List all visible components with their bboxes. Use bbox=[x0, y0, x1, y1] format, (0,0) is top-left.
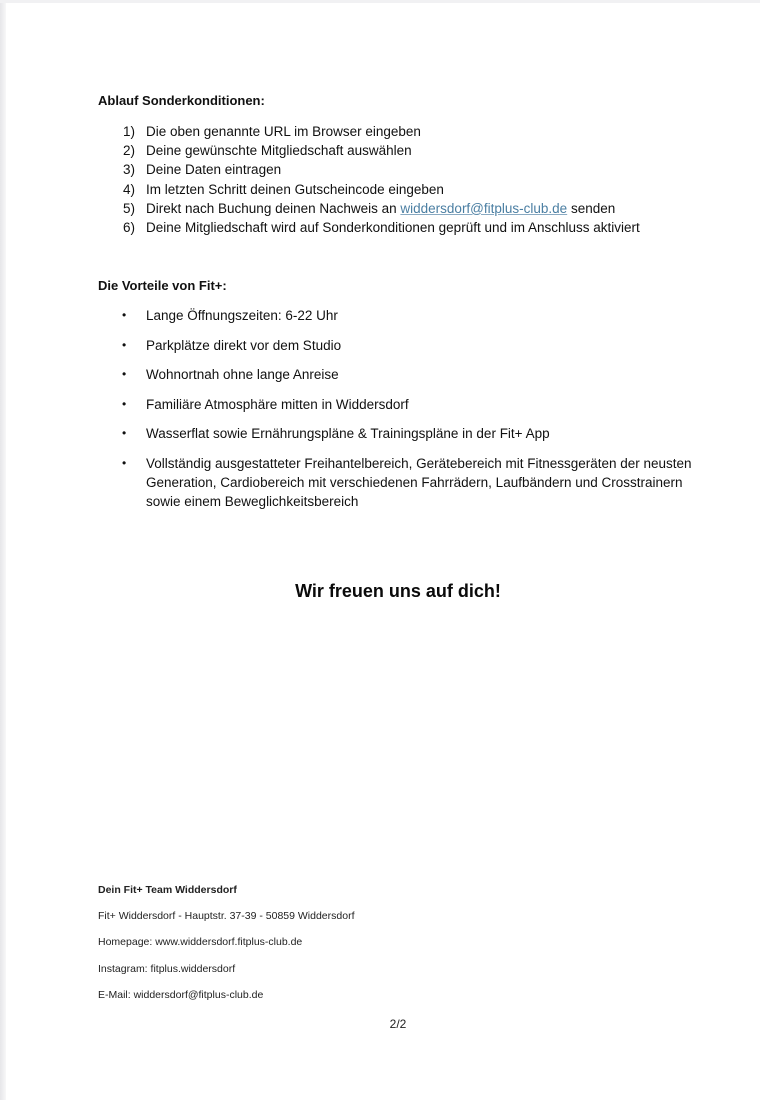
step-text: Die oben genannte URL im Browser eingeben bbox=[146, 124, 421, 139]
bullet-icon: • bbox=[122, 308, 127, 322]
benefits-list bbox=[98, 306, 698, 522]
page-number: 2/2 bbox=[389, 1017, 407, 1031]
step-text: Im letzten Schritt deinen Gutscheincode eingeben bbox=[146, 181, 444, 197]
benefit-item bbox=[98, 454, 698, 511]
step-number: 2) bbox=[123, 143, 136, 159]
benefit-item bbox=[98, 306, 698, 325]
step-number: 6) bbox=[123, 220, 136, 236]
step-text: Deine Mitgliedschaft wird auf Sonderkonditionen geprüft und im Anschluss aktiviert bbox=[146, 220, 640, 236]
step-item bbox=[98, 122, 718, 141]
benefits-heading: Die Vorteile von Fit+: bbox=[98, 278, 227, 293]
footer-email: E-Mail: widdersdorf@fitplus-club.de bbox=[98, 988, 264, 1001]
bullet-icon: • bbox=[122, 396, 127, 411]
step-text-before: Direkt nach Buchung deinen Nachweis an bbox=[146, 200, 401, 216]
closing-message: Wir freuen uns auf dich! bbox=[295, 581, 501, 601]
step-text: Deine gewünschte Mitgliedschaft auswählen bbox=[146, 143, 412, 159]
benefit-item bbox=[98, 365, 698, 384]
step-text-after: senden bbox=[567, 200, 616, 216]
page-left-edge bbox=[0, 0, 6, 1100]
step-item bbox=[98, 160, 718, 179]
footer-team: Dein Fit+ Team Widdersdorf bbox=[98, 884, 237, 896]
step-text: Deine Daten eintragen bbox=[146, 162, 282, 178]
step-number: 1) bbox=[123, 124, 136, 139]
benefit-text: Parkplätze direkt vor dem Studio bbox=[146, 337, 342, 353]
benefit-item bbox=[98, 336, 698, 355]
step-text bbox=[146, 199, 615, 218]
step-item bbox=[98, 141, 718, 160]
bullet-icon: • bbox=[122, 367, 127, 382]
benefit-text: Wasserflat sowie Ernährungspläne & Trainingspläne in der Fit+ App bbox=[146, 426, 550, 442]
benefit-item bbox=[98, 395, 698, 414]
page-top-edge bbox=[0, 0, 760, 3]
benefit-text: Vollständig ausgestatteter Freihantelbereich, Gerätebereich mit Fitnessgeräten der neusten Generation, Cardiobereich mit verschiedenen Fahrrädern, Laufbändern und Crosstrainern sowie einem Beweglichkeitsbereich bbox=[146, 455, 692, 509]
footer-instagram: Instagram: fitplus.widdersdorf bbox=[98, 962, 236, 975]
footer-address: Fit+ Widdersdorf - Hauptstr. 37-39 - 50859 Widdersdorf bbox=[98, 910, 355, 923]
benefit-text: Familiäre Atmosphäre mitten in Widdersdorf bbox=[146, 396, 409, 412]
steps-heading: Ablauf Sonderkonditionen: bbox=[98, 93, 265, 108]
footer bbox=[98, 884, 498, 1015]
step-number: 3) bbox=[123, 162, 136, 178]
bullet-icon: • bbox=[122, 426, 127, 441]
bullet-icon: • bbox=[122, 337, 127, 352]
step-number: 4) bbox=[123, 181, 136, 197]
benefit-item bbox=[98, 424, 698, 443]
benefit-text: Lange Öffnungszeiten: 6-22 Uhr bbox=[146, 308, 338, 323]
step-number: 5) bbox=[123, 200, 136, 216]
email-link[interactable]: widdersdorf@fitplus-club.de bbox=[400, 200, 568, 216]
step-item bbox=[98, 218, 718, 237]
footer-homepage: Homepage: www.widdersdorf.fitplus-club.de bbox=[98, 936, 303, 949]
bullet-icon: • bbox=[122, 455, 127, 470]
step-item bbox=[98, 180, 718, 199]
step-item bbox=[98, 199, 718, 218]
steps-list bbox=[98, 122, 718, 237]
benefit-text: Wohnortnah ohne lange Anreise bbox=[146, 367, 339, 383]
